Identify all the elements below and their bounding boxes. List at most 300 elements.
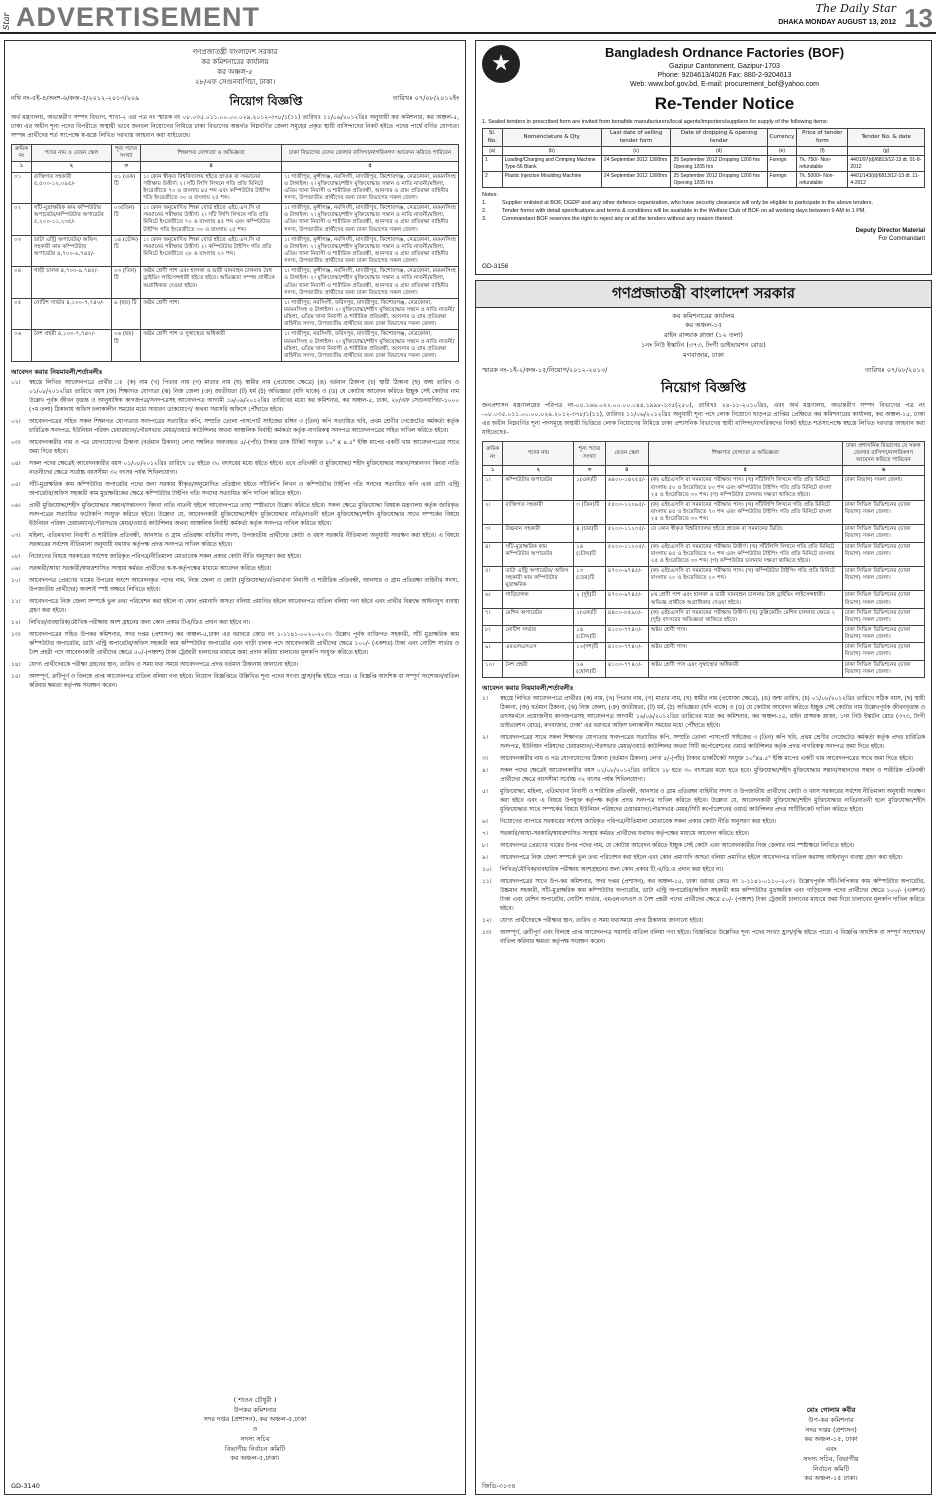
post-cell: মেশিন অপারেটর xyxy=(503,608,574,625)
item-cell: Loading/Charging and Crimping Machine Type-56 Blank xyxy=(502,156,601,172)
post-cell: সাঁট-মুদ্রাক্ষরিক কাম কম্পিউটার অপারেটর xyxy=(503,542,574,566)
rule-number: ০৫। xyxy=(11,482,21,489)
bof-emblem-icon xyxy=(482,45,520,83)
section-title: ADVERTISEMENT xyxy=(16,2,261,32)
post-cell: নৈশ প্রহরী ৪,১০০-৭,৭৪০/- xyxy=(31,330,111,362)
vacancy-count-cell: ০৩(তিন) টি xyxy=(112,204,141,236)
pay-scale-cell: ৪১০০-৭৭৪০/- xyxy=(605,625,648,642)
bof-title: Re-Tender Notice xyxy=(654,94,795,114)
rule-item xyxy=(482,830,925,839)
rule-number: ৩। xyxy=(482,756,488,763)
serial-cell: ১০। xyxy=(483,660,503,677)
rule-text: যোগ্য প্রার্থীদেরকে পরীক্ষার স্থান, তারিখ ও সময় যথাসময়ে প্রদত্ত ঠিকানায় জানানো হইবে। xyxy=(500,917,704,924)
post-cell: ডাটা এন্ট্রি অপারেটর/ অফিস সহকারী কাম কম্পিউটার মুদ্রাক্ষরিক xyxy=(503,566,574,590)
rule-number: ৮। xyxy=(482,843,488,850)
signer-title: উপ-কর কমিশনার xyxy=(808,1415,854,1424)
rule-item xyxy=(11,460,459,478)
column-header: পদের নাম xyxy=(503,441,574,465)
qualification-cell: অষ্টম শ্রেণী পাস। xyxy=(648,643,842,660)
vacancy-count-cell: ১৩ (তের)টি xyxy=(574,566,606,590)
eligible-area-cell: ঢাকা সিভিল ডিভিশনের (ঢাকা বিভাগ) সকল জেলা। xyxy=(842,525,924,542)
rule-text: সাঁট-মুদ্রাক্ষরিক কাম কম্পিউটার অপারেটর পদের জন্য সরকার স্বীকৃত/অনুমোদিত প্রতিষ্ঠান হইতে সাঁটলিপি লিখন ও কম্পিউটার টাইপিং গতি সনদের সত্যায়িত কপি এবং ডাটা এন্ট্রি অপারেটর/অফিস সহকারী কাম মুদ্রাক্ষরিকের ক্ষেত্রে কম্পিউটার টাইপিং গতি সনদের সত্যায়িত কপি দাখিল করিতে হইবে। xyxy=(29,482,459,498)
rule-text: সরকারী/আধা সরকারী/স্বায়ত্তশাসিত সংস্থায় কর্মরত প্রার্থীদের স্ব-স্ব-কর্তৃপক্ষের মাধ্যমে আবেদন করিতে হইবে। xyxy=(29,566,272,573)
rules-list xyxy=(11,379,459,691)
signer-title: সদস্য সচিব, বিভাগীয় xyxy=(803,1454,859,1463)
rule-number: ১৪। xyxy=(11,661,21,668)
post-cell: গাড়িচালক xyxy=(503,591,574,608)
pay-scale-cell: ৪৪০০-৮৫৯০/- xyxy=(605,608,648,625)
serial-cell: ২। xyxy=(483,500,503,524)
memo-number: স্মারক নং-১ই-২/কঅ-১৫/নিয়োগ/২০১২-২০১৩/ xyxy=(482,366,608,375)
table-row xyxy=(12,330,459,362)
rule-number: ৪। xyxy=(482,768,488,775)
column-number: ৫ xyxy=(281,162,458,172)
post-cell: ডাটা এন্ট্রি অপারেটর/ অফিস সহকারী কাম কম্পিউটার অপারেটর ৪,৭০০-৯,৭৪৫/- xyxy=(31,235,111,267)
table-row xyxy=(483,608,925,625)
notice-title: নিয়োগ বিজ্ঞপ্তি xyxy=(660,379,747,396)
rule-text: স্বহস্তে লিখিত আবেদনপত্রে প্রার্থীর ঃ (ক) নাম (খ) পিতার নাম (গ) মাতার নাম (ঘ) স্বামীর নাম (প্রযোজ্য ক্ষেত্রে) (ঙ) বর্তমান ঠিকানা (চ) স্থায়ী ঠিকানা (ছ) জন্ম তারিখ ও ০১/০৮/২০১২খ্রিঃ তারিখে বয়স (জ) শিক্ষাগত যোগ্যতা (ঝ) নিজ জেলা (ঞ) জাতীয়তা (ট) ধর্ম (ঠ) অভিজ্ঞতা (যদি থাকে) ও (ড) যে কোটায় আবেদন করিতে ইচ্ছুক সেই কোটার নাম উল্লেখ পূর্বক জীবন বৃত্তান্ত ও আনুষাঙ্গিক কাগজপত্র/সনদপত্রসহ আবেদনপত্র আগামী ১৬/০৯/২০১২খ্রিঃ তারিখের মধ্যে কর কমিশনার, কর অঞ্চল-৫, ঢাকা, ২৮/এফ সেগুনবাগিচা-১০০০ (৭ম তলা) ঠিকানায় অফিস চলাকালীন সময়ের মধ্যে সাধারণ ডাকযোগে/ অথবা সরাসরি অফিসে পৌঁছাতে হইবে। xyxy=(29,380,459,414)
qualification-cell: (ক) এইচএসসি বা সমমানের পরীক্ষায় পাস। (খ) সাঁটলিপি লিখনে গতি প্রতি মিনিটে বাংলায় ৫০ ও ইংরেজিতে ৮০ শব্দ এবং কম্পিউটার টাইপিং গতি প্রতি মিনিটে বাংলা ২৫ ও ইংরেজিতে ৩০ শব্দ। (গ) কম্পিউটার চালনায় দক্ষতা থাকিতে হইবে। xyxy=(648,476,842,500)
sell-date-cell: 24 September 2012 1300hrs xyxy=(601,172,671,188)
column-header: Date of dropping & opening tender xyxy=(671,129,767,146)
signer-title: কর অঞ্চল-১৫, ঢাকা xyxy=(804,1435,858,1444)
sell-date-cell: 24 September 2012 1300hrs xyxy=(601,156,671,172)
bof-address: Gazipur Cantonment, Gazipur-1703 xyxy=(669,62,780,70)
serial-cell: ৩। xyxy=(483,525,503,542)
rule-number: ০৩। xyxy=(11,440,21,447)
post-cell: ব্যক্তিগত সহকারী ৫,৫০০-১২,০৯৫/- xyxy=(31,172,111,204)
post-cell: এমএলএসএস xyxy=(503,643,574,660)
qualification-cell: (ক) এইচএসসি বা সমমানের পরীক্ষায় পাস। (খ) কম্পিউটার টাইপিং গতি প্রতি মিনিটে বাংলায় ২০ ও ইংরেজিতে ২০ শব্দ। xyxy=(648,566,842,590)
bof-phone: Phone: 9204613/4026 Fax: 880-2-9204613 xyxy=(657,71,792,79)
eligible-area-cell: ঢাকা সিভিল ডিভিশনের (ঢাকা বিভাগ) সকল জেলা। xyxy=(842,608,924,625)
column-number: ১ xyxy=(12,162,32,172)
column-number: ২ xyxy=(503,466,574,476)
rule-item xyxy=(482,842,925,851)
bof-retender-ad xyxy=(475,40,932,275)
rule-item xyxy=(11,553,459,562)
rule-item xyxy=(482,866,925,875)
signer-and: ও xyxy=(252,1425,258,1433)
rule-number: ১২। xyxy=(11,620,21,627)
qualification-cell: অষ্টম শ্রেণী পাশ এবং হালকা ও ভারী যানবাহন চালনায় বৈধ ড্রাইভিং লাইসেন্সধারী হইতে হইবে। অভিজ্ঞতা সম্পন্ন প্রার্থীকে অগ্রাধিকার দেওয়া হইবে। xyxy=(141,267,282,299)
column-header: Currency xyxy=(767,129,797,146)
table-row xyxy=(12,235,459,267)
bof-web: Web: www.bof.gov.bd, E-mail: procurement_bof@yahoo.com xyxy=(630,81,819,89)
rule-number: ১। xyxy=(482,696,488,703)
bof-name: Bangladesh Ordnance Factories (BOF) xyxy=(604,45,845,60)
rule-text: অসম্পূর্ণ, ত্রুটিপূর্ণ এবং বিলম্বে প্রাপ্ত আবেদনপত্র সরাসরি বাতিল বলিয়া গণ্য হইবে। বিজ্ঞপ্তিতে উল্লেখিত শূন্য পদের সংখ্যা হ্রাস/বৃদ্ধি হইতে পারে। এ বিজ্ঞপ্তি আংশিক বা সম্পূর্ণ সংশোধন/বাতিল করিবার ক্ষমতা কর্তৃপক্ষ সংরক্ষণ করেন। xyxy=(500,929,925,945)
column-number: ২ xyxy=(31,162,111,172)
page-number: 13 xyxy=(904,3,933,33)
notice-date: তারিখঃ ০৭/০৮/২০১২ইং xyxy=(392,93,459,102)
qualification-cell: অষ্টম শ্রেণী পাস। xyxy=(648,625,842,642)
column-header: পদের নাম ও বেতন স্কেল xyxy=(31,145,111,162)
column-number: ১ xyxy=(483,466,503,476)
rule-number: ০৯। xyxy=(11,566,21,573)
column-header: শিক্ষাগত যোগ্যতা ও অভিজ্ঞতা xyxy=(141,145,282,162)
rule-text: মহিলা, এতিমখানা নিবাসী ও শারীরিক প্রতিবন্ধী, আনসার ও গ্রাম প্রতিরক্ষা বাহিনীর সদস্য, উপজাতীয় প্রার্থীদের কোটা ও বয়স সরকারি নীতিমালা অনুযায়ী সংরক্ষণ করা হইবে। এ বিষয়ে সরকারের সর্বশেষ নীতিমালা অনুযায়ী যথাযথ কর্তৃপক্ষ প্রদত্ত সনদপত্র দাখিল করিতে হইবে। xyxy=(29,533,459,549)
serial-cell: ০৩ xyxy=(12,235,32,267)
rule-text: আবেদনকারীর নাম ও পত্র যোগাযোগের ঠিকানা (বর্তমান ঠিকানা) লেখা সম্বলিত অব্যবহৃত ৫/-(পাঁচ) টাকার ডাক টিকিট সংযুক্ত ১০" x ৪.৫" ইঞ্চি মাপের একটি খাম আবেদনপত্রের সাথে জমা দিতে হইবে। xyxy=(29,440,459,456)
tender-no-cell: 4401/97(d)/6813/12-13 dt. 01-8-2012 xyxy=(848,156,925,172)
rule-item xyxy=(11,565,459,574)
vacancy-count-cell: ১৪ (চৌদ্দ) টি xyxy=(112,235,141,267)
table-column-number-row xyxy=(483,466,925,476)
rule-number: ৯। xyxy=(482,855,488,862)
vacancy-count-cell: ১০(দশ)টি xyxy=(574,643,606,660)
ad-code: GD-3156 xyxy=(482,262,509,270)
page-header xyxy=(0,0,936,34)
post-cell: উচ্চমান সহকারী xyxy=(503,525,574,542)
office-city: মগবাজার, ঢাকা xyxy=(683,350,724,359)
rule-text: লিখিত/ব্যবহারিক/মৌখিক পরীক্ষায় অংশ গ্রহনের জন্য কোন প্রকার টিএ/ডিএ প্রদান করা হইবে না। xyxy=(29,620,251,627)
signer-title: সদস্য সচিব xyxy=(240,1434,270,1443)
post-cell: ব্যক্তিগত সহকারী xyxy=(503,500,574,524)
column-letter: (b) xyxy=(502,146,601,156)
qualification-cell: ৮ম শ্রেণী পাশ এবং হালকা ও ভারী যানবাহন চালনায় বৈধ ড্রাইভিং লাইসেন্সধারী। অভিজ্ঞ প্রার্থীকে অগ্রাধিকার দেওয়া হইবে। xyxy=(648,591,842,608)
org-name: গণপ্রজাতন্ত্রী বাংলাদেশ সরকার xyxy=(192,48,278,56)
column-header: শূন্য পদের সংখ্যা xyxy=(112,145,141,162)
table-row xyxy=(483,591,925,608)
table-header-row xyxy=(483,441,925,465)
rule-item xyxy=(482,854,925,863)
eligible-area-cell: ১। গাজীপুর, নরসিংদী, ফরিদপুর, মাদারীপুর, কিশোরগঞ্জ, নেত্রকোনা, ময়মনসিংহ ও টাঙ্গাইল। ২। মুক্তিযোদ্ধা/শহীদ মুক্তিযোদ্ধার সন্তান ও নাতি নাতনী/মহিলা, এতিম খানা নিবাসী ও শারীরিক প্রতিবন্ধী, আনসার ও গ্রাম প্রতিরক্ষা বাহিনীর সদস্য, উপজাতীয় প্রার্থীদের জন্য ঢাকা বিভাগের সকল জেলা। xyxy=(281,330,458,362)
pay-scale-cell: ৪১০০-৭৭৪০/- xyxy=(605,643,648,660)
newspaper-name: The Daily Star xyxy=(815,2,896,15)
eligible-area-cell: ঢাকা সিভিল ডিভিশনের (ঢাকা বিভাগ) সকল জেলা। xyxy=(842,625,924,642)
column-letter: (d) xyxy=(671,146,767,156)
rule-item xyxy=(11,379,459,415)
rule-number: ০১। xyxy=(11,380,21,387)
post-cell: সাঁট-মুদ্রাক্ষরিক কাম কম্পিউটার অপারেটর/কম্পিউটার অপারেটর ৫,২০০-১১,২৩৫/- xyxy=(31,204,111,236)
rule-number: ১৩। xyxy=(482,929,492,936)
rule-text: আবেদনপত্রের সহিত উপকর কমিশনার, সদর দপ্তর (প্রশাসন) কর অঞ্চল-৫,ঢাকা এর বরাবরে কোড নং ১-১১৪১-০০২০-২০৩১ উল্লেখ পূর্বক ব্যক্তিগত সহকারী, সাঁট মুদ্রাক্ষরিক কাম কম্পিউটার অপারেটর, ডাটা এন্ট্রি অপারেটর/অফিস সহকারী কাম কম্পিউটার অপারেটর এবং গাড়ী চালক পদে আবেদনকারী প্রার্থীদের ক্ষেত্রে ১০০/- (একশত) টাকা এবং নোটিশ সার্ভার ও নৈশ প্রহরী পদে আবেদনকারী প্রার্থীদের ক্ষেত্রে ৫০/-(পঞ্চাশ) টাকা ট্রেজারী চালানের মাধ্যমে জমা প্রদান করিয়া চালানের মূলকপি সংযুক্ত করিতে হইবে। xyxy=(29,632,459,656)
rule-text: যোগ্য প্রার্থীদেরকে পরীক্ষা গ্রহনের স্থান, তারিখ ও সময় যথা সময়ে আবেদনপত্রে প্রদত্ত বর্তমান ঠিকানায় জানানো হইবে। xyxy=(29,661,299,668)
rule-item xyxy=(11,481,459,499)
vacancy-count-cell: ১৬ (ষোল)টি xyxy=(574,660,606,677)
recruitment-ad-tax-zone-15 xyxy=(475,280,932,1495)
column-number: ৩ xyxy=(574,466,606,476)
column-header: ক্রমিক নং xyxy=(483,441,503,465)
drop-date-cell: 25 September 2012 Dropping 1200 hrs Opening 1205 hrs xyxy=(671,156,767,172)
drop-date-cell: 25 September 2012 Dropping 1200 hrs Opening 1205 hrs xyxy=(671,172,767,188)
rule-number: ০৪। xyxy=(11,461,21,468)
rule-number: ০৮। xyxy=(11,554,21,561)
column-header: Last date of selling tender form xyxy=(601,129,671,146)
rule-text: প্রার্থী মুক্তিযোদ্ধা/শহীদ মুক্তিযোদ্ধার সন্তান/সন্তানগণ কিংবা নাতি নাতনী হইলে আবেদনপত্রে তাহা স্পষ্টভাবে উল্লেখ করিতে হইবে। সকল ক্ষেত্রে মুক্তিযোদ্ধা বিষয়ক মন্ত্রণালয় কর্তৃক জারিকৃত সনদপত্রের সত্যায়িত ফটোকপি সংযুক্ত করিতে হইবে। উল্লেখ্য যে, আবেদনকারী মুক্তিযোদ্ধা/শহীদ মুক্তিযোদ্ধার নাতি/নাতনী হইলে মুক্তিযোদ্ধা/শহীদ মুক্তিযোদ্ধার সাথে সম্পর্কের বিষয়ে ইউনিয়ন পরিষদ চেয়ারম্যান/পৌরসভার মেয়র/ওয়ার্ড কাউন্সিলর অথবা আঞ্চলিক নির্বাহী কর্মকর্তা কর্তৃক সনদপত্র দাখিল করিতে হইবে। xyxy=(29,503,459,528)
plaza-name: রাইন রাজ্জাক প্লাজা (১২ তলা) xyxy=(664,331,743,339)
pay-scale-cell: ৫৫০০-১২০৯৫/- xyxy=(605,500,648,524)
qualification-cell: ১। কোন অনুমোদিত শিক্ষা বোর্ড হইতে এইচ.এস.সি বা সমমানের পরীক্ষায় উত্তীর্ণ। ২। কম্পিউটার টাইপিং গতি প্রতি মিনিটে ইংরেজীতে ২৮ ও বাংলায় ২০ শব্দ। xyxy=(141,235,282,267)
qualification-cell: অষ্টম শ্রেণী পাশ। xyxy=(141,298,282,330)
rule-item xyxy=(11,631,459,658)
rule-number: ০৬। xyxy=(11,503,21,510)
serial-cell: ৫। xyxy=(483,566,503,590)
memo-row xyxy=(11,94,459,110)
table-header-row xyxy=(483,129,925,146)
rule-item xyxy=(482,917,925,926)
rule-text: সকল পদের ক্ষেত্রেই আবেদনকারীর বয়স ০১/০৮/২০১২খ্রিঃ তারিখে ১৮ হইতে ৩০ বৎসরের মধ্যে হইতে হইবে। তবে প্রতিবন্ধী ও মুক্তিযোদ্ধা/ শহীদ মুক্তিযোদ্ধার সন্তান/সন্তানগণ কিংবা নাতি নাতনীদের ক্ষেত্রে সর্বোচ্চ বয়সসীমা ৩২ বৎসর পর্যন্ত শিথিলযোগ্য। xyxy=(29,461,459,477)
eligible-area-cell: ঢাকা সিভিল ডিভিশনের (ঢাকা বিভাগ) সকল জেলা। xyxy=(842,542,924,566)
qualification-cell: অষ্টম শ্রেণী পাশ ও সুস্বাস্থ্যের অধিকারী xyxy=(141,330,282,362)
column-number: ৪ xyxy=(141,162,282,172)
rule-text: নিয়োগের ব্যাপারে সরকারের সর্বশেষ জারিকৃত পরিপত্র/নীতিমালা মোতাবেক সকল প্রকার কোটা নীতি অনুসরণ করা হইবে। xyxy=(500,819,777,826)
serial-cell: ০৫ xyxy=(12,298,32,330)
table-row xyxy=(483,156,925,172)
serial-cell: ০১ xyxy=(12,172,32,204)
vacancy-count-cell: ১৪ (চৌদ্দ)টি xyxy=(574,542,606,566)
table-row xyxy=(483,476,925,500)
eligible-area-cell: ১। গাজীপুর, মুন্সীগঞ্জ, নরসিংদী, মাদারীপুর, কিশোরগঞ্জ, নেত্রকোনা, ময়মনসিংহ ও টাঙ্গাইল। ২। মুক্তিযোদ্ধা/শহীদ মুক্তিযোদ্ধার সন্তান ও নাতি নাতনী/মহিলা, এতিম খানা নিবাসী ও শারীরিক প্রতিবন্ধী, আনসার ও গ্রাম প্রতিরক্ষা বাহিনীর সদস্য, উপজাতীয় প্রার্থীদের জন্য ঢাকা বিভাগের সকল জেলা। xyxy=(281,204,458,236)
rule-text: আবেদনপত্রের সহিত সকল শিক্ষাগত যোগ্যতার সনদপত্রের সত্যায়িত কপি, সম্প্রতি তোলা পাসপোর্ট সাইজের রঙ্গিন ৩ (তিন) কপি সত্যায়িত ছবি, প্রথম শ্রেণীর গেজেটেড কর্মকর্তা কর্তৃক চারিত্রিক সনদপত্র, ইউনিয়ন পরিষদ চেয়ারম্যান/পৌরসভার মেয়র/ওয়ার্ড কাউন্সিলর অথবা আঞ্চলিক নির্বাহী কর্মকর্তা কর্তৃক নাগরিকত্ব সনদপত্র আবেদনপত্রের সহিত দাখিল করিতে হইবে। xyxy=(29,419,459,435)
rule-item xyxy=(11,619,459,628)
notice-title: নিয়োগ বিজ্ঞপ্তি xyxy=(229,93,303,108)
signer-name: ( শাওন চৌধুরী ) xyxy=(233,1395,277,1404)
note-text: Commandant BOF reserves the right to reject any or all the tenders without any reason thereof. xyxy=(502,216,734,223)
rule-item xyxy=(482,755,925,764)
serial-cell: ১। xyxy=(483,476,503,500)
post-cell: কম্পিউটার অপারেটর xyxy=(503,476,574,500)
signer-title: কর অঞ্চল-৫,ঢাকা। xyxy=(230,1454,280,1463)
ad-code: জিডি-৩১৩৪ xyxy=(482,1481,516,1490)
note-item xyxy=(482,208,925,216)
notice-intro: অর্থ মন্ত্রণালয়, অভ্যন্তরীণ সম্পদ বিভাগ, শাখা-২ এর পত্র নং স্মারক নং ০৮.০৩৫.০১১.০০.০০.০২৯.২০১২-৩৭৮/১(১১) তারিখঃ ১১/০৬/২০১২খ্রিঃ অনুযায়ী কর কমিশনার, কর অঞ্চল-৫, ঢাকা এর অধীন শূন্য পদের বিপরীতে অস্থায়ী ভাবে জনবল নিয়োগের নিমিত্তে ঢাকা বিভাগের অন্তর্গত নিম্নবর্ণিত জেলা সমূহের প্রকৃত স্থায়ী বাসিন্দাদের নিকট হইতে পদের পার্শ্বে বর্ণিত যোগ্যতা সম্পন্ন প্রার্থীদের শর্ত সাপেক্ষে স্ব-হস্তে লিখিত দরখাস্ত আহবান করা যাইতেছে। xyxy=(11,114,459,140)
rules-title: আবেদন করার নিয়মাবলী/শর্তাবলীঃ xyxy=(11,367,103,376)
rule-text: অসম্পূর্ণ, ক্রটিপূর্ণ ও বিলম্বে প্রাপ্ত আবেদনপত্র বাতিল বলিয়া গন্য হইবে। নিয়োগ বিজ্ঞপ্তিতে উল্লিখিত শূন্য পদের সংখ্যা হ্রাস/বৃদ্ধি হইতে পারে। এ বিজ্ঞপ্তি আংশিক বা সম্পূর্ণ সংশোধন/বাতিল করিবার ক্ষমতা কর্তৃপক্ষ সংরক্ষণ করেন। xyxy=(29,673,459,689)
bof-intro: 1. Sealed tenders in prescribed form are invited from bonafide manufacturers/local agents/importers/suppliers for supply of the following items: xyxy=(482,119,829,126)
rule-number: ১১। xyxy=(482,878,492,885)
office-name: কর কমিশনারের কার্যালয় xyxy=(672,311,735,320)
eligible-area-cell: ঢাকা সিভিল ডিভিশনের (ঢাকা বিভাগ) সকল জেলা। xyxy=(842,500,924,524)
rule-item xyxy=(11,598,459,616)
rule-number: ৭। xyxy=(482,831,488,838)
eligible-area-cell: ঢাকা সিভিল ডিভিশনের (ঢাকা বিভাগ) সকল জেলা। xyxy=(842,566,924,590)
table-header-row xyxy=(12,145,459,162)
eligible-area-cell: ১। গাজীপুর, মুন্সীগঞ্জ, নরসিংদী, মাদারীপুর, কিশোরগঞ্জ, নেত্রকোনা, ময়মনসিংহ ও টাঙ্গাইল। ২। মুক্তিযোদ্ধা/শহীদ মুক্তিযোদ্ধার সন্তান ও নাতি নাতনী/মহিলা, এতিম খানা নিবাসী ও শারীরিক প্রতিবন্ধী, আনসার ও গ্রাম প্রতিরক্ষা বাহিনীর সদস্য, উপজাতীয় প্রার্থীদের জন্য ঢাকা বিভাগের সকল জেলা। xyxy=(281,235,458,267)
rule-item xyxy=(11,418,459,436)
bof-info xyxy=(524,45,925,115)
office-name: কর কমিশনারের কার্যালয় xyxy=(201,58,269,67)
eligible-area-cell: ঢাকা বিভাগ) সকল জেলা। xyxy=(842,476,924,500)
org-name: গণপ্রজাতন্ত্রী বাংলাদেশ সরকার xyxy=(476,281,931,308)
qualification-cell: যে কোন স্বীকৃত বিশ্ববিদ্যালয় হইতে স্নাতক বা সমমানের ডিগ্রি। xyxy=(648,525,842,542)
rule-item xyxy=(11,532,459,550)
rule-text: আবেদনপত্রের সাথে সকল শিক্ষাগত যোগ্যতার সনদপত্রের সত্যায়িত কপি, সম্প্রতি তোলা পাসপোর্ট সাইজের ৩ (তিন) কপি ছবি, প্রথম শ্রেণীর গেজেটেড কর্মকর্তা কর্তৃক প্রদত্ত চারিত্রিক সনদপত্র, ইউনিয়ন পরিষদের চেয়ারম্যান/পৌরসভার মেয়র/ওয়ার্ড কাউন্সিলর অথবা সিটি কর্পোরেশনের ওয়ার্ড কাউন্সিলর কর্তৃক প্রদত্ত নাগরিকত্ব সনদপত্র জমা দিতে হইবে। xyxy=(500,735,925,751)
rule-item xyxy=(482,818,925,827)
column-header: শূন্য পদের সংখ্যা xyxy=(574,441,606,465)
table-column-letter-row xyxy=(483,146,925,156)
rule-item xyxy=(482,767,925,785)
rule-text: মুক্তিযোদ্ধা, মহিলা, এতিমখানা নিবাসী ও শারীরিক প্রতিবন্ধী, আনসার ও গ্রাম প্রতিরক্ষা বাহিনীর সদস্য ও উপজাতীয় প্রার্থীদের কোটা ও বয়স সরকারের সর্বশেষ নীতিমালা অনুযায়ী সংরক্ষণ করা হইবে এবং এ বিষয়ে উপযুক্ত কর্তৃপক্ষ কর্তৃক প্রদত্ত সনদপত্র দাখিল করিতে হইবে। উল্লেখ্য যে, আবেদনকারী মুক্তিযোদ্ধা/শহীদ মুক্তিযোদ্ধার নাতি/নাতনী হলে মুক্তিযোদ্ধা/শহীদ মুক্তিযোদ্ধার সাথে সম্পর্কের বিষয়ে ইউনিয়ন পরিষদের চেয়ারম্যান/পৌরসভার মেয়র/সিটি কর্পোরেশনের ওয়ার্ড কাউন্সিলর প্রদত্ত সার্টিফিকেট দাখিল করিতে হইবে। xyxy=(500,789,925,814)
rule-text: স্বহস্তে লিখিত আবেদনপত্রে প্রার্থীরঃ (ক) নাম, (খ) পিতার নাম, (গ) মাতার নাম, (ঘ) স্বামীর নাম (প্রযোজ্য ক্ষেত্রে), (ঙ) জন্ম তারিখ, (চ) ০১/০৮/২০১২খ্রিঃ তারিখে সঠিক বয়স, (ছ) স্থায়ী ঠিকানা, (জ) বর্তমান ঠিকানা, (ঝ) নিজ জেলা, (ঞ) জাতীয়তা, (ট) ধর্ম, (ঠ) অভিজ্ঞতা (যদি থাকে) ও (ড) যে কোটায় আবেদন করিতে ইচ্ছুক সেই কোটার নাম উল্লেখপূর্বক জীবনবৃত্তান্ত ও তৎসমর্থনে প্রয়োজনীয় কাগজপত্রসহ আবেদনপত্র আগামী ১৬/০৯/২০১২খ্রিঃ তারিখের মধ্যে কর কমিশনার, কর অঞ্চল-১৫, রাইন রাজ্জাক প্লাজা, ১নং নিউ ইস্কাটন রোড (৩৭৩, টংগী ডাইভারশন রোড), মগবাজার, ঢাকা' এর বরাবরে অফিস চলাকালীন সময়ের মধ্যে পৌঁছাতে হইবে। xyxy=(500,696,925,730)
rules-title: আবেদন করার নিয়মাবলী/শর্তাবলীঃ xyxy=(482,683,574,692)
serial-cell: ৪। xyxy=(483,542,503,566)
qualification-cell: অষ্টম শ্রেণী পাস এবং সুস্বাস্থ্যের অধিকারী xyxy=(648,660,842,677)
notice-date: তারিখঃ ০৭/০৮/২০১২ xyxy=(864,366,925,375)
vacancy-count-cell: ১(এক)টি xyxy=(574,608,606,625)
currency-cell: Foreign xyxy=(767,172,797,188)
star-logo: Star xyxy=(2,12,11,30)
note-text: Tender forms with detail specifications and terms & conditions will be available in the Welfare Club of BOF on all working days between 9 AM to 1 PM. xyxy=(502,208,866,215)
rule-text: আবেদনপত্র প্রেরণের খামের উপর পদের নাম, যে কোটায় আবেদন করিতে ইচ্ছুক সেই কোটা এবং আবেদনকারীর নিজ জেলার নাম স্পষ্টাক্ষরে লিখিতে হইবে। xyxy=(500,843,855,850)
note-number: 3. xyxy=(482,216,487,223)
table-row xyxy=(483,525,925,542)
recruitment-ad-tax-zone-5 xyxy=(4,40,466,1495)
zone-name: কর অঞ্চল-১৫ xyxy=(684,321,723,330)
qualification-cell: ১। কোন অনুমোদিত শিক্ষা বোর্ড হইতে এইচ.এস.সি বা সমমানের পরীক্ষায় উত্তীর্ণ। ২। সাঁট লিপি লিখনে গতি প্রতি মিনিটে ইংরেজীতে ৭০ ও বাংলায় ৪৫ শব্দ এবং কম্পিউটার টাইপিং গতি ইংরেজীতে ৩০ ও বাংলায় ২৫ শব্দ। xyxy=(141,204,282,236)
vacancy-count-cell: ৬ (ছয়) টি xyxy=(112,298,141,330)
column-header: ক্রমিক নং xyxy=(12,145,32,162)
signer-title: সদর দপ্তর (প্রশাসন) xyxy=(805,1425,857,1434)
table-row xyxy=(483,625,925,642)
price-cell: Tk. 750/- Non-refundable xyxy=(797,156,848,172)
table-row xyxy=(12,267,459,299)
ad-code: GD-3140 xyxy=(11,1481,40,1490)
zone-name: কর অঞ্চল-৫ xyxy=(217,68,253,77)
column-letter: (a) xyxy=(483,146,503,156)
rule-item xyxy=(11,673,459,691)
serial-cell: 1 xyxy=(483,156,503,172)
bof-signature xyxy=(482,228,925,244)
signer-title: সদর দপ্তর (প্রশাসন), কর অঞ্চল-৫,ঢাকা xyxy=(203,1415,307,1424)
notice-intro: জনপ্রশাসন মন্ত্রণালয়ের পরিপত্র নং-০৫.১৬৬.০২২.০০.০০.০৪৪.১৯৯৮-১৩৫(২৫০), তারিখঃ ২৪-১১-২০১০খ্রিঃ, এবং অর্থ মন্ত্রণালয়, অভ্যন্তরীণ সম্পদ বিভাগের পত্র নং -০৮.০৩৫.০১১.০০.০০.০২৯.২০১২-৩৭৮/১(১১), তারিখঃ ১১/০৬/২০১২খ্রিঃ অনুযায়ী শূন্য পদে লোক নিয়োগে ছাড়পত্র প্রাপ্তির প্রেক্ষিতে কর কমিশনারের কার্যালয়, কর অঞ্চল-১৫, ঢাকা এর অধীন নিম্নবর্ণিত শূন্য পদসমূহে অস্থায়ী ভিত্তিতে লোক নিয়োগের নিমিত্তে ঢাকা প্রশাসনিক বিভাগের স্থায়ী বাসিন্দা/নাগরিকদের নিকট হইতে শর্তসাপেক্ষে স্বহস্তে লিখিত দরখাস্ত আহবান করা যাইতেছেঃ- xyxy=(482,401,925,436)
column-letter: (g) xyxy=(848,146,925,156)
pay-scale-cell: ৪৭০০-৯৭৪৫/- xyxy=(605,591,648,608)
rule-text: লিখিত/মৌখিক/ব্যবহারিক পরীক্ষায় অংশগ্রহনের জন্য কোন প্রকার টি.এ/ডি.এ প্রদান করা হইবে না। xyxy=(500,867,724,873)
vacancy-count-cell: ৩ (তিন)টি xyxy=(574,500,606,524)
vacancy-count-cell: ০৬ (ছয়) টি xyxy=(112,330,141,362)
column-header: ঢাকা প্রশাসনিক বিভাগের যে সকল জেলার বাসিন্দা/নাগরিকগণ আবেদন করিতে পারিবেন xyxy=(842,441,924,465)
table-row xyxy=(483,566,925,590)
column-letter: (f) xyxy=(797,146,848,156)
rule-item xyxy=(482,734,925,752)
column-letter: (e) xyxy=(767,146,797,156)
vacancy-count-cell: ৪ (চার)টি xyxy=(574,525,606,542)
rule-number: ০৭। xyxy=(11,533,21,540)
rule-item xyxy=(482,878,925,914)
column-number: ৩ xyxy=(112,162,141,172)
qualification-cell: ১। কোন স্বীকৃত বিশ্ববিদ্যালয় হইতে স্নাতক বা সমমানের পরীক্ষায় উত্তীর্ণ। ২। সাঁট লিপি লিখনে গতি প্রতি মিনিটে ইংরেজীতে ৭০ ও বাংলায় ৪৫ শব্দ এবং কম্পিউটার টাইপিং গতি ইংরেজীতে ৩০ ও বাংলায় ২৫ শব্দ। xyxy=(141,172,282,204)
note-number: 1. xyxy=(482,200,487,207)
rule-text: নিয়োগের বিষয়ে সরকারের সর্বশেষ জারিকৃত পরিপত্র/নীতিমালা মোতাবেক সকল প্রকার কোটা নীতি অনুসরণ করা হইবে। xyxy=(29,554,302,561)
post-cell: নৈশ প্রহরী xyxy=(503,660,574,677)
table-row xyxy=(483,500,925,524)
serial-cell: ০৪ xyxy=(12,267,32,299)
column-header: Price of tender form xyxy=(797,129,848,146)
currency-cell: Foreign xyxy=(767,156,797,172)
rule-number: ১১। xyxy=(11,599,21,606)
column-number: ৪ xyxy=(605,466,648,476)
rule-text: সকল পদের ক্ষেত্রেই আবেদনকারীর বয়স ০১/০৮/২০১২খ্রিঃ তারিখে ১৮ হতে ৩০ বৎসরের মধ্যে হতে হবে। মুক্তিযোদ্ধা/শহীদ মুক্তিযোদ্ধার সন্তান/সন্তানদের সন্তান ও শারীরিক প্রতিবন্ধী প্রার্থীদের ক্ষেত্রে বয়সসীমা সর্বোচ্চ ৩২ বৎসর পর্যন্ত শিথিলযোগ্য। xyxy=(500,768,925,784)
rule-number: ৫। xyxy=(482,789,488,796)
office-address: ১নং নিউ ইস্কাটন (৩৭৩, টংগী ডাইভারশন রোড) xyxy=(641,340,766,349)
rule-text: সরকারি/আধা-সরকারি/স্বায়ত্তশাসিত সংস্থায় কর্মরত প্রার্থীদের যথাযথ কর্তৃপক্ষের মাধ্যমে আবেদন করিতে হইবে। xyxy=(500,831,750,838)
rule-text: আবেদনপত্রে নিজ জেলা সম্পর্কে ভুল তথ্য পরিবেশন করা হইলে বা কোন প্রমানাদি অসত্য বলিয়া প্রমানিত হইলে আবেদনপত্র বাতিল বলিয়া গন্য হইবে এবং প্রার্থীর বিরুদ্ধে আইনানুগ ব্যবস্থা গ্রহণ করা হইবে। xyxy=(29,599,459,615)
rule-text: আবেদনপত্রে নিজ জেলা সম্পর্কে ভুল তথ্য পরিবেশন করা হইলে এবং কোন প্রমাণাদি অসত্য বলিয়া প্রমাণিত হইলে আবেদনপত্র বাতিল করাসহ আইনানুগ ব্যবস্থা গ্রহণ করা হইবে। xyxy=(500,855,903,862)
ad-header xyxy=(482,312,925,361)
table-row xyxy=(12,298,459,330)
rule-text: আবেদনপত্রের সাথে উপ-কর কমিশনার, সদর দপ্তর (প্রশাসন), কর অঞ্চল-১৫, ঢাকা বরাবর কোড নং ১-১১৪১-০১১০-২০৩১ উল্লেখপূর্বক সাঁট-লিপিকার কাম কম্পিউটার অপারেটর, উচ্চমান সহকারী, সাঁট-মুদ্রাক্ষরিক কাম কম্পিউটার অপারেটর, ডাটা এন্ট্রি অপারেটর/অফিস সহকারী কাম কম্পিউটার মুদ্রাক্ষরিক এবং গাড়িচালক পদের প্রার্থীদের ক্ষেত্রে ১০০/- (একশত) টাকা এবং মেশিন অপারেটর, নোটিশ সার্ভার, এমএলএসএস ও নৈশ প্রহরী পদের প্রার্থীদের ক্ষেত্রে ৫০/- (পঞ্চাশ) টাকা ট্রেজারী চালানের মাধ্যমে জমা দিয়ে চালানের মূলকপি দাখিল করিতে হইবে। xyxy=(500,878,925,912)
note-item xyxy=(482,216,925,224)
column-letter: (c) xyxy=(601,146,671,156)
column-header: Sl. No. xyxy=(483,129,503,146)
newspaper-date: DHAKA MONDAY AUGUST 13, 2012 xyxy=(778,19,896,26)
rules-list xyxy=(482,695,925,947)
table-row xyxy=(12,172,459,204)
rule-number: ১৫। xyxy=(11,673,21,680)
pay-scale-cell: ৫২০০-১১২৩৫/- xyxy=(605,525,648,542)
tender-no-cell: 4401/143(d)/6813/12-13 dt. 11-4-2012 xyxy=(848,172,925,188)
note-number: 2. xyxy=(482,208,487,215)
signer-name: মোঃ গোলাম কবীর xyxy=(806,1406,856,1414)
bof-header xyxy=(482,45,925,115)
item-cell: Plastic Injection Moulding Machine xyxy=(502,172,601,188)
eligible-area-cell: ১। গাজীপুর, মুন্সীগঞ্জ, নরসিংদী, মাদারীপুর, কিশোরগঞ্জ, নেত্রকোনা, ময়মনসিংহ ও টাঙ্গাইল। ২। মুক্তিযোদ্ধা/শহীদ মুক্তিযোদ্ধার সন্তান ও নাতি নাতনী/মহিলা, এতিম খানা নিবাসী ও শারীরিক প্রতিবন্ধী, আনসার ও গ্রাম প্রতিরক্ষা বাহিনীর সদস্য, উপজাতীয় প্রার্থীদের জন্য ঢাকা বিভাগের সকল জেলা। xyxy=(281,267,458,299)
signer-title: নির্বাচন কমিটি xyxy=(812,1464,850,1473)
vacancy-count-cell: ০১ (এক) টি xyxy=(112,172,141,204)
memo-row xyxy=(482,366,925,374)
post-cell: গাড়ী চালক ৪,৭০০-৯,৭৪৫/- xyxy=(31,267,111,299)
serial-cell: ৭। xyxy=(483,608,503,625)
signer-title: উপকর কমিশনার xyxy=(233,1405,277,1414)
eligible-area-cell: ১। গাজীপুর, নরসিংদী, ফরিদপুর, মাদারীপুর, কিশোরগঞ্জ, নেত্রকোনা, ময়মনসিংহ ও টাঙ্গাইল। ২। মুক্তিযোদ্ধা/শহীদ মুক্তিযোদ্ধার সন্তান ও নাতি নাতনী/মহিলা, এতিম খানা নিবাসী ও শারীরিক প্রতিবন্ধী, আনসার ও গ্রাম প্রতিরক্ষা বাহিনীর সদস্য, উপজাতীয় প্রার্থীদের জন্য ঢাকা বিভাগের সকল জেলা। xyxy=(281,298,458,330)
rule-item xyxy=(11,577,459,595)
eligible-area-cell: ঢাকা সিভিল ডিভিশনের (ঢাকা বিভাগ) সকল জেলা। xyxy=(842,591,924,608)
column-number: ৬ xyxy=(842,466,924,476)
rule-item xyxy=(482,788,925,815)
bof-signer-subtitle: For Commandant xyxy=(878,235,925,242)
signer-title: কর অঞ্চল-১৫ ঢাকা। xyxy=(804,1474,858,1483)
column-header: বেতন স্কেল xyxy=(605,441,648,465)
post-cell: নোটিশ সার্ভার ৪,১০০-৭,৭৪০/- xyxy=(31,298,111,330)
column-header: ঢাকা বিভাগের যেসব জেলার বাসিন্দা/নাগরিকগণ আবেদন করিতে পারিবেন xyxy=(281,145,458,162)
qualification-cell: (ক) এইচএসসি বা সমমানের পরীক্ষায় উত্তীর্ণ। (খ) ডুপ্লিকেটিং মেশিন চালনার ক্ষেত্রে ২ (দুই) বৎসরের অভিজ্ঞতা থাকিতে হইবে। xyxy=(648,608,842,625)
note-text: Supplier enlisted at BOF, DGDP and any other defence organization, who have security clearance will only be eligible to participate in the above tenders. xyxy=(502,200,874,207)
serial-cell: ০২ xyxy=(12,204,32,236)
office-address: ২৮/এফ সেগুনবাগিচা, ঢাকা। xyxy=(194,78,276,87)
table-row xyxy=(483,542,925,566)
rule-number: ১৩। xyxy=(11,632,21,639)
column-header: Nomenclature & Qty xyxy=(502,129,601,146)
pay-scale-cell: ৪১০০-৭৭৪০/- xyxy=(605,660,648,677)
tender-table xyxy=(482,128,925,188)
table-row xyxy=(12,204,459,236)
rule-number: ১০। xyxy=(11,578,21,585)
signature-block xyxy=(761,1406,901,1484)
price-cell: Tk. 5000/- Non-refundable xyxy=(797,172,848,188)
qualification-cell: (ক) এইচএসসি বা সমমানের পরীক্ষায় উত্তীর্ণ। (খ) সাঁটলিপি লিখনে গতি প্রতি মিনিটে বাংলায় ৪৫ ও ইংরেজিতে ৭০ শব্দ এবং কম্পিউটার টাইপিং গতি প্রতি মিনিটে বাংলায় ২৫ ও ইংরেজিতে ৩০ শব্দ। (গ) কম্পিউটার চালনায় দক্ষতা থাকিতে হইবে। xyxy=(648,542,842,566)
vacancy-count-cell: ২ (দুই)টি xyxy=(574,591,606,608)
table-row xyxy=(483,660,925,677)
rule-number: ২। xyxy=(482,735,488,742)
vacancy-count-cell: ০৩ (তিন) টি xyxy=(112,267,141,299)
column-number: ৫ xyxy=(648,466,842,476)
table-row xyxy=(483,172,925,188)
serial-cell: ০৬ xyxy=(12,330,32,362)
rule-item xyxy=(482,695,925,731)
serial-cell: ৮। xyxy=(483,625,503,642)
serial-cell: ৯। xyxy=(483,643,503,660)
signer-title: বিভাগীয় নির্বাচন কমিটি xyxy=(224,1444,286,1453)
rule-number: ০২। xyxy=(11,419,21,426)
vacancy-count-cell: ১(এক)টি xyxy=(574,476,606,500)
serial-cell: ৬। xyxy=(483,591,503,608)
column-header: Tender No. & date xyxy=(848,129,925,146)
ad-header xyxy=(11,47,459,88)
signer-and: এবং xyxy=(825,1445,837,1453)
qualification-cell: (ক) এইচএসসি বা সমমানের পরীক্ষায় পাস। (খ) সাঁটলিপি লিখনে গতি প্রতি মিনিটে বাংলায় ৪৫ ও ইংরেজিতে ৭০ শব্দ এবং কম্পিউটার টাইপিং গতি প্রতি মিনিটে বাংলা ২৫ ও ইংরেজিতে ৩০ শব্দ। xyxy=(648,500,842,524)
